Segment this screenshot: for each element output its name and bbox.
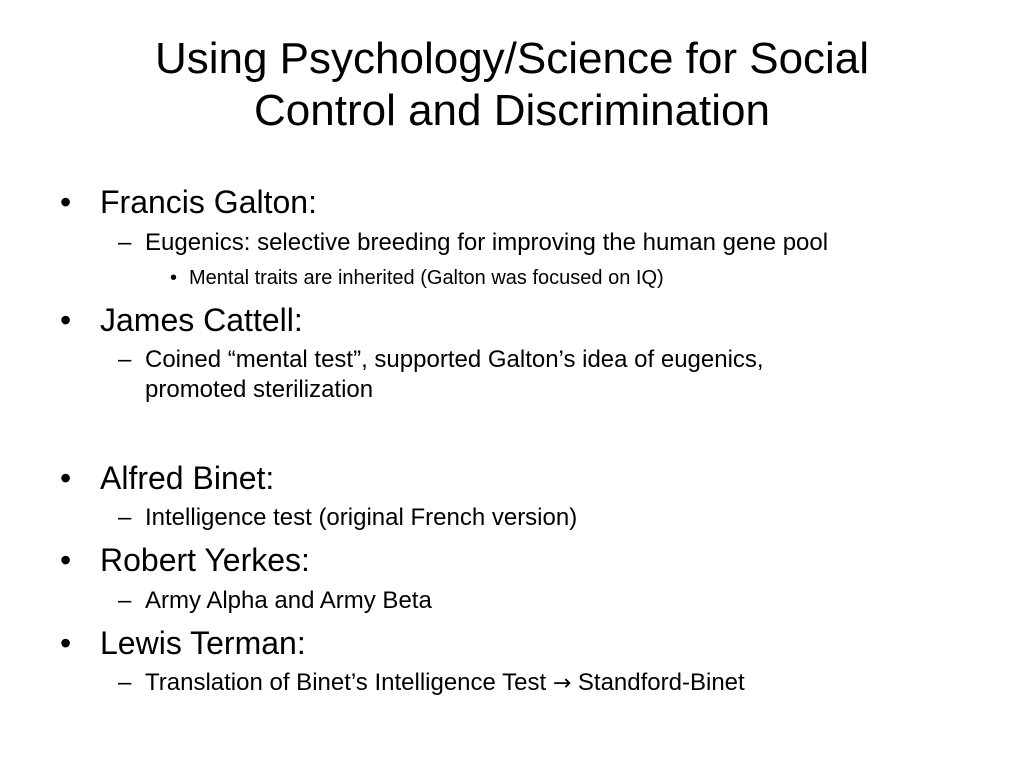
bullet-marker: • <box>60 460 72 496</box>
bullet-francis-galton: Francis Galton: <box>100 184 317 220</box>
bullet-marker-small: • <box>170 267 178 289</box>
sub-bullet-mental-test-line-2: promoted sterilization <box>145 376 374 403</box>
bullet-marker: • <box>60 542 72 578</box>
dash-marker: – <box>118 346 132 373</box>
bullet-alfred-binet: Alfred Binet: <box>100 460 275 496</box>
title-line-2: Control and Discrimination <box>254 86 770 135</box>
bullet-marker: • <box>60 302 72 338</box>
bullet-marker: • <box>60 625 72 661</box>
dash-marker: – <box>118 229 132 256</box>
sub-bullet-mental-test-line-1: Coined “mental test”, supported Galton’s idea of eugenics, <box>145 346 764 373</box>
bullet-robert-yerkes: Robert Yerkes: <box>100 542 310 578</box>
dash-marker: – <box>118 504 132 531</box>
slide-title <box>40 33 984 137</box>
arrow-right-icon: → <box>552 671 572 696</box>
sub-bullet-intelligence-test: Intelligence test (original French version) <box>145 504 578 531</box>
title-line-1: Using Psychology/Science for Social <box>154 34 870 83</box>
sub-bullet-army-alpha-beta: Army Alpha and Army Beta <box>145 587 432 614</box>
sub-bullet-terman-translation <box>145 668 745 699</box>
dash-marker: – <box>118 587 132 614</box>
translation-text: Translation of Binet’s Intelligence Test <box>145 669 547 696</box>
stanford-binet-text: Standford-Binet <box>577 669 745 696</box>
bullet-james-cattell: James Cattell: <box>100 302 303 338</box>
sub-sub-bullet-mental-traits: Mental traits are inherited (Galton was focused on IQ) <box>189 267 664 289</box>
bullet-lewis-terman: Lewis Terman: <box>100 625 306 661</box>
dash-marker: – <box>118 669 132 696</box>
sub-bullet-eugenics: Eugenics: selective breeding for improving the human gene pool <box>145 229 829 256</box>
bullet-marker: • <box>60 184 72 220</box>
